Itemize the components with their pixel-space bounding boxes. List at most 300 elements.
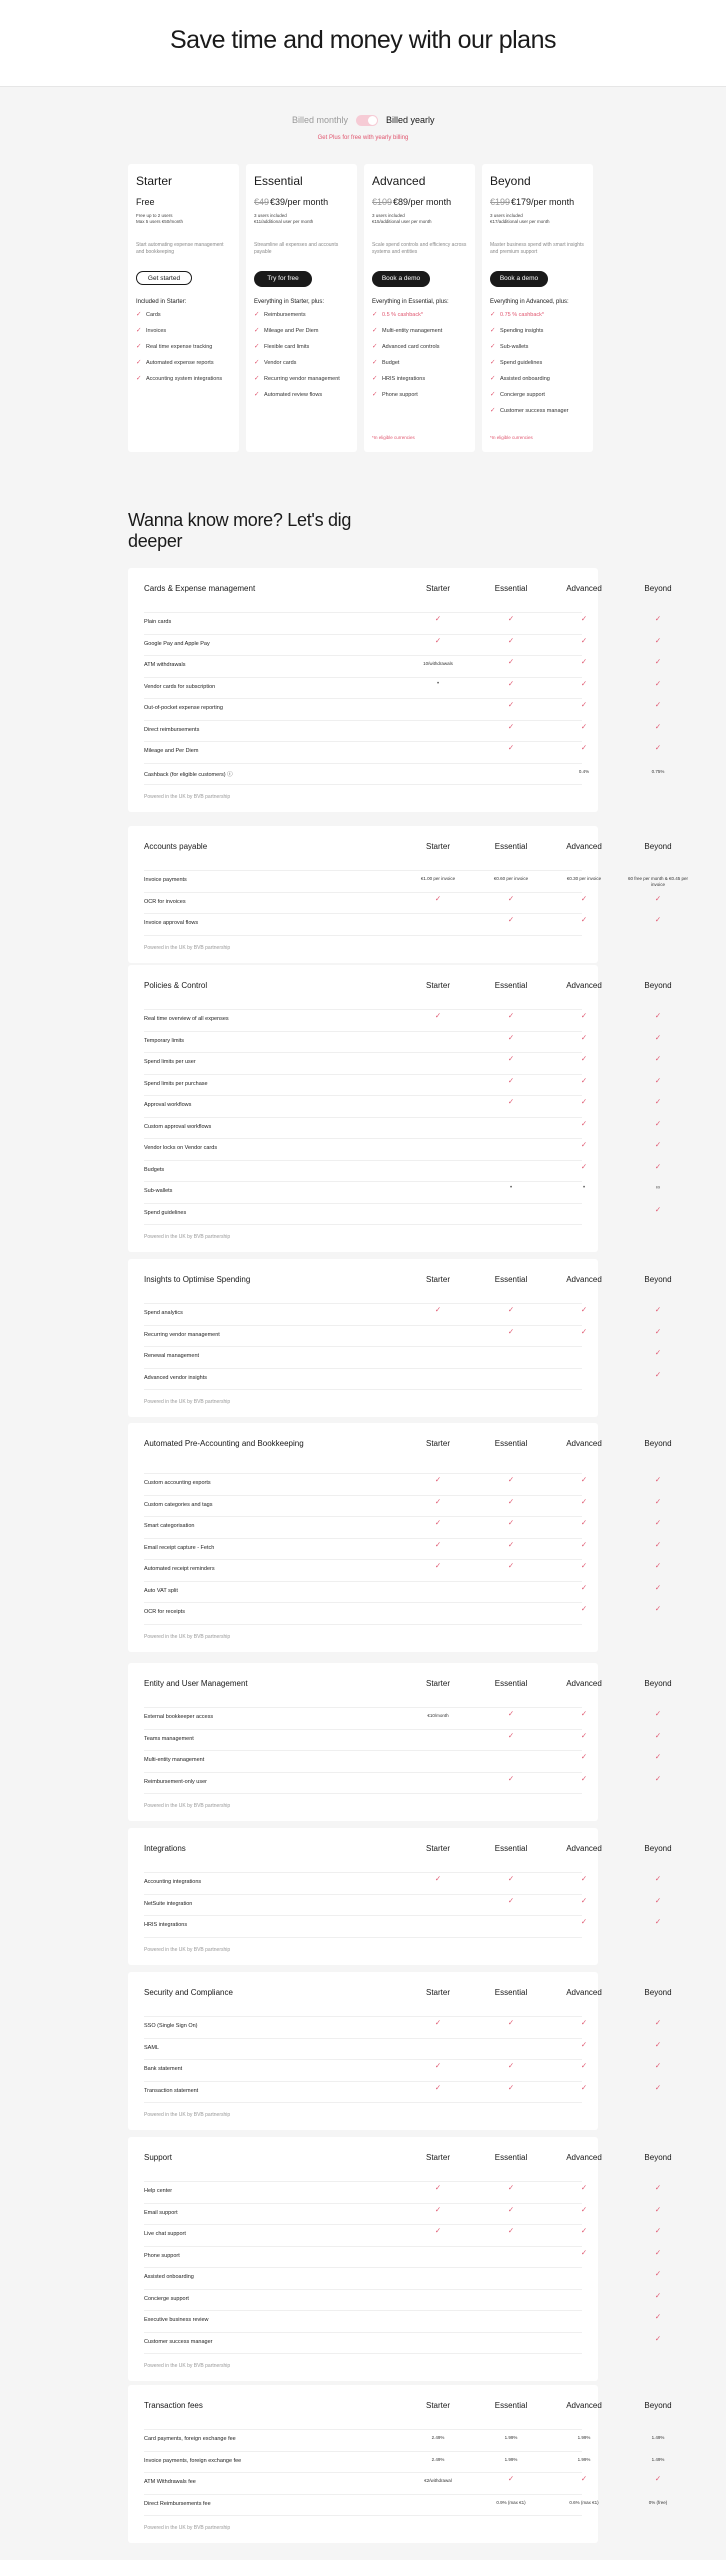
plan-feature-label: Multi-entity management (382, 328, 443, 334)
check-icon: ✓ (507, 1773, 515, 1783)
plan-user-term: 3 users included (372, 213, 405, 218)
plan-card-essential (246, 164, 357, 452)
compare-column-beyond: Beyond (644, 1844, 672, 1853)
plan-cta-button[interactable]: Book a demo (372, 271, 430, 287)
plan-feature-label: Customer success manager (500, 408, 569, 414)
check-icon: ✓ (654, 2018, 662, 2027)
compare-section-title: Support (144, 2153, 173, 2162)
compare-cell-value: 1.49% (651, 2456, 665, 2462)
plan-feature (490, 328, 590, 335)
plan-feature (490, 312, 590, 319)
compare-column-advanced: Advanced (566, 1844, 602, 1853)
compare-row (144, 2267, 662, 2290)
plan-feature-label: HRIS integrations (382, 376, 426, 382)
check-icon: ✓ (654, 1326, 662, 1336)
compare-row (144, 1325, 662, 1348)
compare-row-label: SAML (144, 2044, 159, 2051)
check-icon: ✓ (580, 1161, 588, 1171)
check-icon: ✓ (654, 678, 662, 688)
compare-cell-value: 0.75% (651, 768, 665, 774)
compare-section-title: Accounts payable (144, 842, 208, 851)
plan-feature (372, 344, 472, 351)
plan-feature (254, 392, 354, 399)
compare-row (144, 1303, 662, 1326)
check-icon: ✓ (507, 721, 515, 731)
check-icon: ✓ (434, 1874, 442, 1883)
check-icon: ✓ (580, 1118, 588, 1128)
check-icon: ✓ (507, 2204, 515, 2214)
check-icon: ✓ (507, 1032, 515, 1042)
compare-row-label: ATM Withdrawals fee (144, 2479, 196, 2485)
check-icon: ✓ (434, 2018, 442, 2027)
plan-feature-list (136, 312, 236, 392)
check-icon: ✓ (654, 2290, 662, 2300)
check-icon: ✓ (580, 2474, 588, 2483)
check-icon: ✓ (654, 1032, 662, 1042)
check-icon: ✓ (654, 1917, 662, 1926)
plan-feature (254, 344, 354, 351)
compare-row (144, 1346, 662, 1369)
compare-row-label: Invoice approval flows (144, 920, 199, 926)
compare-section-title: Insights to Optimise Spending (144, 1275, 251, 1284)
plan-includes-heading: Everything in Starter, plus: (254, 299, 325, 305)
plan-feature (136, 360, 236, 367)
compare-column-starter: Starter (425, 1679, 450, 1688)
check-icon: ✓ (580, 1475, 588, 1484)
toggle-knob (368, 116, 377, 125)
compare-heading: Wanna know more? Let's dig deeper (128, 510, 352, 551)
dot-icon: • (582, 1185, 586, 1191)
plan-cta-button[interactable]: Book a demo (490, 271, 548, 287)
billing-toggle[interactable] (356, 115, 378, 126)
check-icon: ✓ (654, 2039, 662, 2049)
compare-row (144, 2246, 662, 2269)
check-icon: ✓ (654, 1097, 662, 1106)
check-icon: ✓ (654, 635, 662, 645)
compare-cell-value: 1.99% (577, 2456, 591, 2462)
check-icon: ✓ (507, 2226, 515, 2235)
check-icon: ✓ (490, 391, 496, 398)
compare-row-label: Automated receipt reminders (144, 1566, 215, 1572)
compare-row-label: Invoice payments, foreign exchange fee (144, 2457, 242, 2464)
check-icon: ✓ (654, 2226, 662, 2235)
check-icon: ✓ (654, 2082, 662, 2092)
plan-feature-label: Invoices (146, 328, 167, 334)
compare-cell-value: €0.30 per invoice (566, 876, 602, 881)
compare-column-essential: Essential (494, 1439, 528, 1448)
compare-section-title: Policies & Control (144, 981, 208, 990)
plan-feature-label: Phone support (382, 392, 418, 398)
compare-row (144, 1181, 661, 1204)
compare-row-label: Direct Reimbursements fee (144, 2500, 211, 2507)
compare-column-beyond: Beyond (644, 1988, 672, 1997)
check-icon: ✓ (580, 1874, 588, 1883)
plan-feature-label: Vendor cards (264, 360, 297, 366)
plan-feature (372, 376, 472, 383)
check-icon: ✓ (580, 2226, 588, 2235)
check-icon: ✓ (654, 1140, 662, 1149)
compare-column-beyond: Beyond (644, 584, 672, 593)
compare-cell-value: 1.99% (504, 2435, 518, 2440)
check-icon: ✓ (654, 1730, 662, 1740)
check-icon: ✓ (580, 1582, 588, 1592)
compare-row-label: Google Pay and Apple Pay (144, 640, 210, 647)
compare-row (144, 634, 662, 657)
compare-column-starter: Starter (425, 584, 450, 593)
dot-icon: • (509, 1185, 513, 1191)
check-icon: ✓ (580, 2082, 588, 2092)
plan-price (254, 197, 328, 207)
compare-row-label: Vendor cards for subscription (144, 683, 216, 690)
compare-column-beyond: Beyond (644, 981, 672, 990)
compare-column-beyond: Beyond (644, 842, 672, 851)
compare-footnote: Powered in the UK by BVB partnership (144, 1793, 582, 1809)
check-icon: ✓ (580, 1305, 588, 1314)
compare-row (144, 2059, 662, 2082)
check-icon: ✓ (654, 2183, 662, 2192)
compare-cell-value: €2/withdrawal (424, 2478, 452, 2483)
check-icon: ✓ (254, 391, 260, 398)
plan-description: Scale spend controls and efficiency across systems and entities (372, 242, 467, 255)
check-icon: ✓ (580, 1561, 588, 1570)
check-icon: ✓ (507, 1730, 515, 1740)
compare-section-8 (128, 2137, 672, 2381)
check-icon: ✓ (507, 1561, 515, 1570)
plan-includes-heading: Included in Starter: (136, 299, 187, 305)
compare-row-label: Custom approval workflows (144, 1123, 212, 1130)
compare-row-label: Vendor locks on Vendor cards (144, 1145, 218, 1151)
compare-row (144, 1602, 662, 1625)
check-icon: ✓ (654, 1369, 662, 1379)
compare-section-title: Cards & Expense management (144, 584, 256, 593)
check-icon: ✓ (507, 1305, 515, 1314)
compare-column-starter: Starter (425, 1844, 450, 1853)
compare-cell-value: 1.99% (504, 2456, 518, 2462)
check-icon: ✓ (507, 1075, 515, 1085)
plan-cta-button[interactable]: Try for free (254, 271, 312, 287)
check-icon: ✓ (580, 1054, 588, 1063)
compare-row-label: Sub-wallets (144, 1188, 173, 1194)
compare-row-label: Real time overview of all expenses (144, 1016, 229, 1022)
compare-row-label: Reimbursement-only user (144, 1778, 207, 1785)
compare-row (144, 1772, 662, 1795)
compare-row (144, 612, 662, 635)
plan-feature (254, 376, 354, 383)
plan-card-starter (128, 164, 239, 452)
check-icon: ✓ (580, 1496, 588, 1506)
compare-section-header (144, 1844, 672, 1864)
plan-feature-label: 0.5 % cashback* (382, 312, 423, 318)
plan-feature (136, 376, 236, 383)
plan-includes-heading: Everything in Advanced, plus: (490, 299, 569, 305)
compare-cell-value: €10/month (427, 1713, 449, 1718)
compare-row-label: Executive business review (144, 2317, 209, 2323)
check-icon: ✓ (580, 1011, 588, 1020)
plan-user-terms (372, 213, 470, 225)
check-icon: ✓ (434, 1011, 442, 1020)
compare-row (144, 2181, 662, 2204)
check-icon: ✓ (490, 375, 496, 382)
check-icon: ✓ (580, 1709, 588, 1718)
plan-price-old: €199 (490, 197, 511, 207)
check-icon: ✓ (434, 1496, 442, 1506)
compare-cell-value: €0.60 per invoice (493, 876, 529, 881)
check-icon: ✓ (654, 1204, 662, 1214)
check-icon: ✓ (580, 700, 588, 709)
plan-price-old: €49 (254, 197, 270, 207)
compare-column-beyond: Beyond (644, 1439, 672, 1448)
compare-row-label: Approval workflows (144, 1102, 192, 1108)
check-icon: ✓ (136, 375, 142, 382)
page-title: Save time and money with our plans (170, 26, 556, 54)
plan-feature-label: Concierge support (500, 392, 545, 398)
plan-feature (490, 360, 590, 367)
compare-row-label: Temporary limits (144, 1037, 185, 1044)
compare-row-label: Spend guidelines (144, 1209, 187, 1216)
plan-feature (372, 360, 472, 367)
plan-feature-label: Real time expense tracking (146, 344, 213, 350)
check-icon: ✓ (507, 1054, 515, 1063)
compare-row-label: Mileage and Per Diem (144, 748, 199, 754)
check-icon: ✓ (654, 1773, 662, 1783)
check-icon: ✓ (434, 1539, 442, 1549)
plan-feature (254, 312, 354, 319)
plan-feature (490, 376, 590, 383)
plan-feature-label: Accounting system integrations (146, 376, 223, 382)
billing-toggle-row (0, 114, 726, 128)
compare-row (144, 870, 689, 893)
check-icon: ✓ (507, 1475, 515, 1484)
compare-section-title: Security and Compliance (144, 1988, 233, 1997)
check-icon: ✓ (507, 915, 515, 924)
compare-column-starter: Starter (425, 1439, 450, 1448)
compare-row-label: Smart categorisation (144, 1523, 195, 1529)
compare-row-label: Help center (144, 2188, 173, 2194)
compare-row (144, 2472, 662, 2495)
check-icon: ✓ (654, 1561, 662, 1570)
compare-section-5 (128, 1663, 672, 1821)
compare-row (144, 1559, 662, 1582)
plan-user-terms (254, 213, 352, 225)
check-icon: ✓ (507, 678, 515, 688)
compare-column-starter: Starter (425, 2153, 450, 2162)
compare-cell-value: 1.49% (651, 2435, 665, 2440)
plan-price-current: €89/per month (393, 197, 452, 207)
plan-price (136, 197, 155, 207)
plan-feature-label: Cards (146, 312, 161, 318)
compare-row-label: Recurring vendor management (144, 1331, 220, 1338)
check-icon: ✓ (580, 1730, 588, 1740)
compare-row-label: Custom categories and tags (144, 1501, 213, 1508)
compare-row (144, 1729, 662, 1752)
compare-row (144, 741, 662, 764)
compare-row-label: External bookkeeper access (144, 1714, 214, 1720)
compare-row-label: Spend limits per purchase (144, 1080, 208, 1087)
plan-feature-label: Flexible card limits (264, 344, 310, 350)
compare-row-label: Transaction statement (144, 2087, 199, 2094)
plan-feature-label: Sub-wallets (500, 344, 529, 350)
plan-name: Advanced (372, 174, 426, 188)
check-icon: ✓ (654, 721, 662, 731)
compare-row (144, 2289, 662, 2312)
plan-user-term: €17/additional user per month (490, 219, 550, 224)
compare-column-advanced: Advanced (566, 1988, 602, 1997)
check-icon: ✓ (654, 1604, 662, 1613)
check-icon: ✓ (434, 1475, 442, 1484)
check-icon: ✓ (580, 1097, 588, 1106)
compare-row (144, 1052, 662, 1075)
compare-cell-value: 0% (free) (648, 2499, 668, 2505)
check-icon: ✓ (136, 343, 142, 350)
check-icon: ✓ (434, 1305, 442, 1314)
check-icon: ✓ (654, 2204, 662, 2214)
plan-feature-list (490, 312, 590, 424)
check-icon: ✓ (654, 1895, 662, 1905)
check-icon: ✓ (507, 2082, 515, 2092)
check-icon: ✓ (372, 311, 378, 318)
compare-row (144, 1203, 662, 1226)
check-icon: ✓ (580, 678, 588, 688)
check-icon: ✓ (580, 1539, 588, 1549)
compare-column-advanced: Advanced (566, 1439, 602, 1448)
check-icon: ✓ (580, 635, 588, 645)
check-icon: ✓ (580, 1752, 588, 1761)
compare-row (144, 1707, 662, 1730)
compare-column-starter: Starter (425, 842, 450, 851)
compare-row (144, 763, 665, 786)
compare-row-label: Auto VAT split (144, 1587, 178, 1594)
check-icon: ✓ (434, 1561, 442, 1570)
check-icon: ✓ (654, 1518, 662, 1527)
check-icon: ✓ (654, 614, 662, 623)
plan-user-term: Max 5 users €50/month (136, 219, 184, 224)
compare-row (144, 1138, 662, 1161)
compare-column-starter: Starter (425, 2401, 450, 2410)
plan-feature (136, 312, 236, 319)
compare-footnote: Powered in the UK by BVB partnership (144, 1389, 582, 1405)
infinity-icon: ∞ (655, 1185, 661, 1191)
check-icon: ✓ (434, 2226, 442, 2235)
check-icon: ✓ (372, 359, 378, 366)
dot-icon: • (436, 680, 440, 687)
check-icon: ✓ (654, 1874, 662, 1883)
check-icon: ✓ (580, 1140, 588, 1149)
plan-includes-heading: Everything in Essential, plus: (372, 299, 449, 305)
plan-cta-button[interactable]: Get started (136, 271, 192, 285)
compare-row-label: Spend limits per user (144, 1059, 196, 1065)
plan-price-current: €39/per month (270, 197, 329, 207)
compare-row (144, 1495, 662, 1518)
compare-column-advanced: Advanced (566, 981, 602, 990)
plan-feature-label: Assisted onboarding (500, 376, 550, 382)
compare-section-header (144, 1275, 672, 1295)
check-icon: ✓ (654, 1118, 662, 1128)
billed-monthly-label[interactable]: Billed monthly (291, 115, 348, 125)
compare-row (144, 2081, 662, 2104)
check-icon: ✓ (580, 2061, 588, 2070)
compare-row (144, 1894, 662, 1917)
check-icon: ✓ (654, 1348, 662, 1357)
check-icon: ✓ (580, 915, 588, 924)
check-icon: ✓ (507, 1709, 515, 1718)
check-icon: ✓ (580, 743, 588, 752)
plan-feature (372, 312, 472, 319)
check-icon: ✓ (507, 1874, 515, 1883)
check-icon: ✓ (434, 2183, 442, 2192)
compare-row-label: ATM withdrawals (144, 662, 186, 668)
check-icon: ✓ (372, 391, 378, 398)
compare-cell-value: €1.00 per invoice (420, 876, 456, 881)
hero-header (0, 0, 726, 87)
check-icon: ✓ (580, 721, 588, 731)
compare-row-label: SSO (Single Sign On) (144, 2023, 198, 2029)
compare-row (144, 1915, 662, 1938)
check-icon: ✓ (580, 1326, 588, 1336)
compare-row (144, 913, 662, 936)
compare-footnote: Powered in the UK by BVB partnership (144, 1624, 582, 1640)
compare-row (144, 2203, 662, 2226)
check-icon: ✓ (654, 2247, 662, 2257)
check-icon: ✓ (372, 343, 378, 350)
check-icon: ✓ (254, 343, 260, 350)
compare-cell-value: 0.9% (max €1) (496, 2499, 526, 2505)
plan-card-advanced (364, 164, 475, 452)
compare-row-label: Customer success manager (144, 2338, 213, 2345)
compare-row (144, 1095, 662, 1118)
compare-section-header (144, 2153, 672, 2173)
check-icon: ✓ (654, 743, 662, 752)
compare-row-label: Direct reimbursements (144, 726, 200, 733)
check-icon: ✓ (654, 1582, 662, 1592)
plan-feature (254, 360, 354, 367)
compare-row-label: Concierge support (144, 2295, 189, 2302)
compare-row (144, 2332, 662, 2355)
compare-section-header (144, 1988, 672, 2008)
plan-description: Start automating expense management and bookkeeping (136, 242, 224, 255)
plan-feature (372, 392, 472, 399)
compare-row (144, 1031, 662, 1054)
check-icon: ✓ (254, 375, 260, 382)
compare-column-essential: Essential (494, 842, 528, 851)
compare-section-header (144, 842, 672, 862)
check-icon: ✓ (654, 1011, 662, 1020)
compare-section-7 (128, 1972, 672, 2130)
compare-column-essential: Essential (494, 584, 528, 593)
compare-footnote: Powered in the UK by BVB partnership (144, 1937, 582, 1953)
check-icon: ✓ (507, 1518, 515, 1527)
compare-row-label: Spend analytics (144, 1310, 183, 1316)
check-icon: ✓ (654, 2312, 662, 2321)
plan-price (490, 197, 574, 207)
check-icon: ✓ (136, 327, 142, 334)
check-icon: ✓ (490, 327, 496, 334)
compare-column-starter: Starter (425, 1988, 450, 1997)
compare-section-6 (128, 1828, 672, 1965)
compare-row-label: Email support (144, 2209, 178, 2216)
check-icon: ✓ (507, 635, 515, 645)
compare-section-4 (128, 1423, 672, 1652)
check-icon: ✓ (490, 407, 496, 414)
compare-row (144, 677, 662, 700)
check-icon: ✓ (434, 2082, 442, 2092)
check-icon: ✓ (580, 2204, 588, 2214)
billed-yearly-label[interactable]: Billed yearly (386, 115, 435, 125)
compare-section-9 (128, 2385, 672, 2543)
check-icon: ✓ (507, 1097, 515, 1106)
compare-section-0 (128, 568, 672, 812)
compare-footnote: Powered in the UK by BVB partnership (144, 2102, 582, 2118)
compare-row (144, 1368, 662, 1391)
